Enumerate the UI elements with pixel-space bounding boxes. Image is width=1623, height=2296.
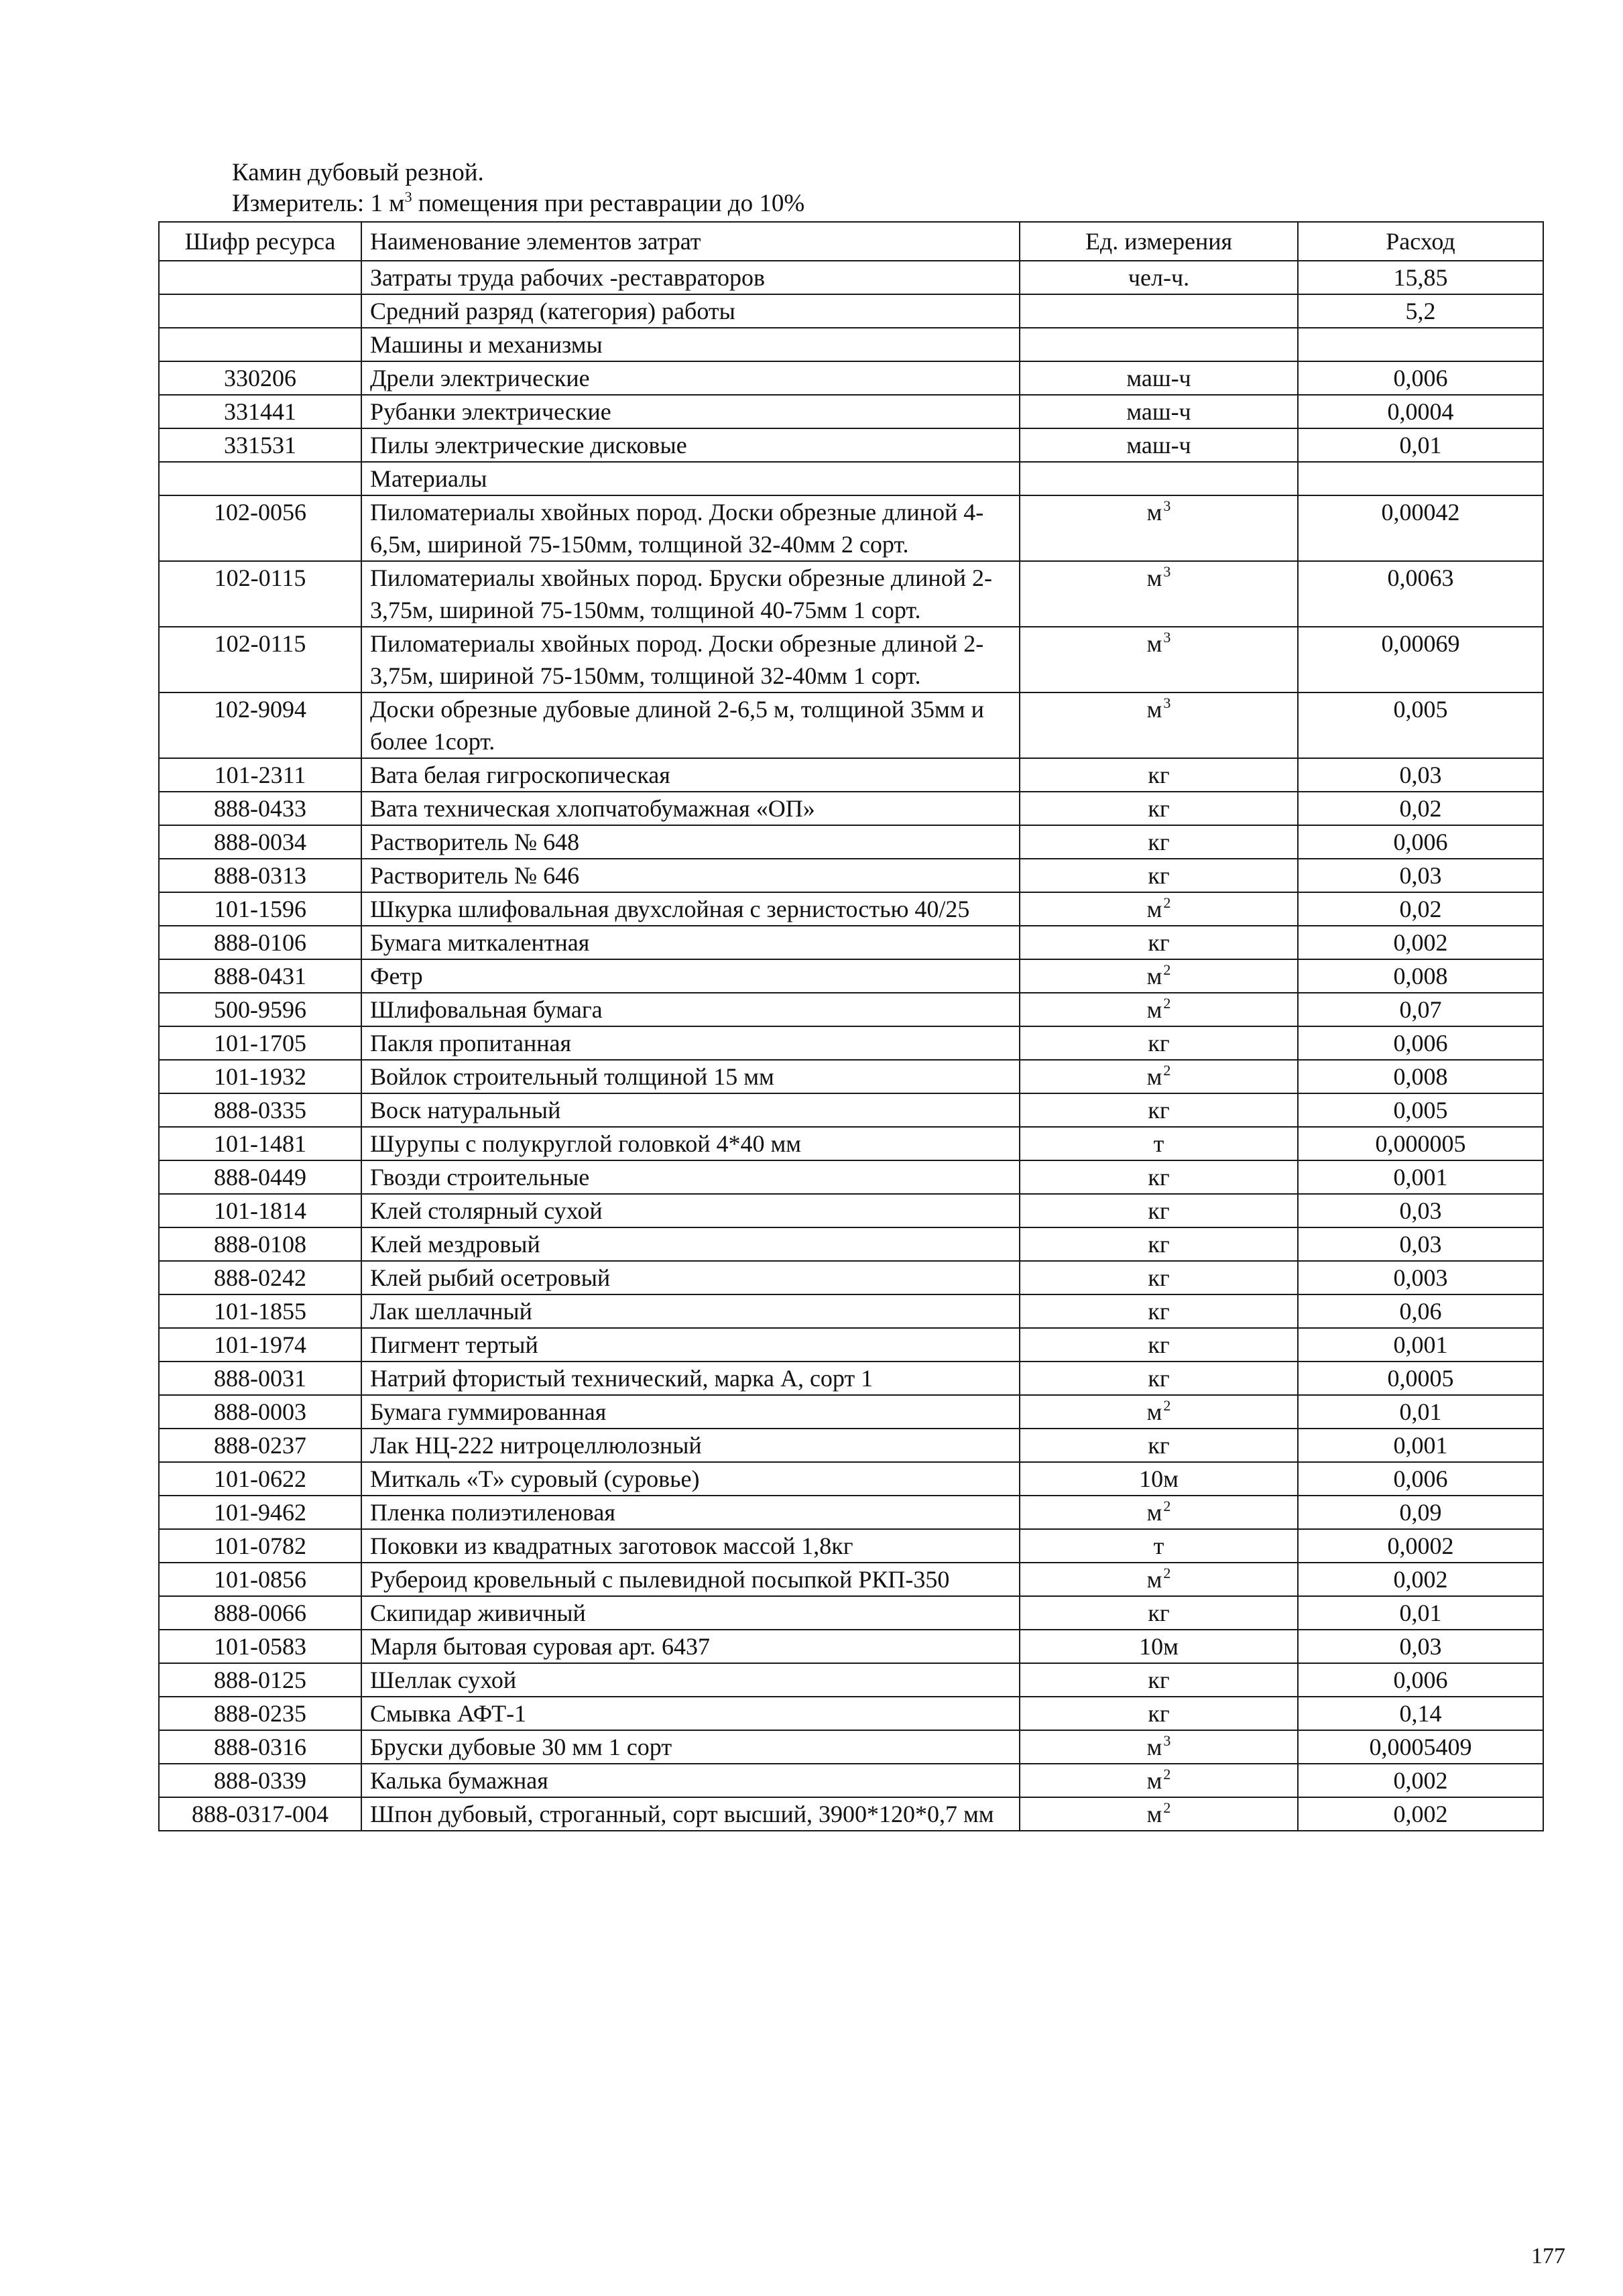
measure-unit-prefix: Измеритель: 1 м	[232, 190, 405, 217]
cell-quantity: 0,00069	[1298, 627, 1543, 692]
cell-quantity	[1298, 328, 1543, 361]
cell-quantity: 0,09	[1298, 1496, 1543, 1529]
cell-resource-name: Растворитель № 648	[361, 825, 1020, 859]
cell-resource-code: 330206	[159, 361, 361, 395]
cell-resource-name: Затраты труда рабочих -реставраторов	[361, 261, 1020, 294]
table-row	[159, 261, 1543, 294]
cell-unit	[1020, 758, 1298, 792]
cell-resource-code: 888-0316	[159, 1730, 361, 1764]
unit-superscript: 2	[1163, 1062, 1171, 1079]
cell-resource-code: 888-0106	[159, 926, 361, 959]
cell-resource-code: 102-9094	[159, 692, 361, 758]
cell-unit	[1020, 428, 1298, 462]
measure-unit-line	[232, 189, 804, 219]
cell-quantity: 0,03	[1298, 1194, 1543, 1227]
cell-unit	[1020, 1462, 1298, 1496]
unit-text: м	[1146, 696, 1162, 723]
cell-resource-code: 101-9462	[159, 1496, 361, 1529]
unit-text: кг	[1148, 1331, 1170, 1358]
cell-resource-name: Пакля пропитанная	[361, 1026, 1020, 1060]
table-row	[159, 1362, 1543, 1395]
cell-resource-code: 888-0449	[159, 1160, 361, 1194]
cell-quantity: 0,008	[1298, 1060, 1543, 1093]
cell-resource-code: 331531	[159, 428, 361, 462]
cell-resource-code: 888-0108	[159, 1227, 361, 1261]
cell-resource-code	[159, 294, 361, 328]
cell-resource-code: 888-0242	[159, 1261, 361, 1294]
cell-unit	[1020, 959, 1298, 993]
table-row	[159, 1261, 1543, 1294]
cell-resource-code	[159, 261, 361, 294]
cell-quantity: 0,00042	[1298, 495, 1543, 561]
cell-resource-code: 101-1855	[159, 1294, 361, 1328]
table-row	[159, 1462, 1543, 1496]
cell-unit	[1020, 395, 1298, 428]
cell-resource-name: Шеллак сухой	[361, 1663, 1020, 1697]
cell-resource-name: Марля бытовая суровая арт. 6437	[361, 1630, 1020, 1663]
table-row	[159, 1328, 1543, 1362]
cell-resource-name: Лак НЦ-222 нитроцеллюлозный	[361, 1429, 1020, 1462]
unit-text: кг	[1148, 1700, 1170, 1727]
cell-resource-name: Натрий фтористый технический, марка А, сорт 1	[361, 1362, 1020, 1395]
table-row	[159, 959, 1543, 993]
column-header-unit: Ед. измерения	[1020, 222, 1298, 261]
cell-resource-name: Клей столярный сухой	[361, 1194, 1020, 1227]
cell-resource-code: 888-0125	[159, 1663, 361, 1697]
unit-text: кг	[1148, 829, 1170, 855]
unit-superscript: 3	[1163, 694, 1171, 711]
table-row	[159, 692, 1543, 758]
cell-resource-name: Пилы электрические дисковые	[361, 428, 1020, 462]
unit-text: т	[1153, 1130, 1164, 1157]
cell-unit	[1020, 1328, 1298, 1362]
table-row	[159, 1663, 1543, 1697]
cell-resource-code: 101-0622	[159, 1462, 361, 1496]
cell-resource-name: Шурупы с полукруглой головкой 4*40 мм	[361, 1127, 1020, 1160]
unit-superscript: 2	[1163, 1565, 1171, 1581]
cell-quantity: 0,006	[1298, 361, 1543, 395]
cell-resource-name: Вата белая гигроскопическая	[361, 758, 1020, 792]
cell-resource-name: Пигмент тертый	[361, 1328, 1020, 1362]
cell-quantity: 0,03	[1298, 758, 1543, 792]
cell-resource-code: 101-0856	[159, 1563, 361, 1596]
unit-text: м	[1146, 1734, 1162, 1760]
cell-unit	[1020, 1630, 1298, 1663]
cell-resource-name: Рубероид кровельный с пылевидной посыпкой РКП-350	[361, 1563, 1020, 1596]
cell-resource-name: Бумага гуммированная	[361, 1395, 1020, 1429]
cell-resource-name: Клей рыбий осетровый	[361, 1261, 1020, 1294]
table-row	[159, 361, 1543, 395]
cell-unit	[1020, 1529, 1298, 1563]
cell-quantity: 0,002	[1298, 1797, 1543, 1831]
cell-unit	[1020, 495, 1298, 561]
cell-unit	[1020, 1026, 1298, 1060]
cell-quantity: 0,0063	[1298, 561, 1543, 627]
unit-text: м	[1146, 564, 1162, 591]
cell-quantity: 0,03	[1298, 1227, 1543, 1261]
unit-text: кг	[1148, 795, 1170, 822]
cell-unit	[1020, 1294, 1298, 1328]
cell-resource-code: 101-1814	[159, 1194, 361, 1227]
table-row	[159, 428, 1543, 462]
cell-resource-name: Смывка АФТ-1	[361, 1697, 1020, 1730]
cell-resource-code: 888-0339	[159, 1764, 361, 1797]
cell-resource-code: 888-0317-004	[159, 1797, 361, 1831]
table-row	[159, 792, 1543, 825]
unit-text: м	[1146, 1801, 1162, 1827]
unit-text: маш-ч	[1126, 398, 1191, 425]
unit-superscript: 2	[1163, 1397, 1171, 1414]
cell-resource-name: Клей мездровый	[361, 1227, 1020, 1261]
unit-text: кг	[1148, 1030, 1170, 1056]
table-row	[159, 859, 1543, 892]
cell-resource-code: 888-0031	[159, 1362, 361, 1395]
unit-text: м	[1146, 1499, 1162, 1526]
table-row	[159, 1294, 1543, 1328]
cell-quantity: 0,02	[1298, 792, 1543, 825]
cell-quantity: 0,0005409	[1298, 1730, 1543, 1764]
cell-resource-code: 888-0235	[159, 1697, 361, 1730]
table-row	[159, 1764, 1543, 1797]
table-row	[159, 294, 1543, 328]
table-row	[159, 1429, 1543, 1462]
cell-quantity: 0,002	[1298, 926, 1543, 959]
cell-quantity: 0,0004	[1298, 395, 1543, 428]
cell-resource-code: 101-1705	[159, 1026, 361, 1060]
cell-unit	[1020, 1496, 1298, 1529]
cell-quantity: 0,005	[1298, 1093, 1543, 1127]
cell-resource-name: Пленка полиэтиленовая	[361, 1496, 1020, 1529]
cell-unit	[1020, 294, 1298, 328]
unit-text: м	[1146, 896, 1162, 922]
cell-resource-name: Материалы	[361, 462, 1020, 495]
table-row	[159, 1797, 1543, 1831]
cell-quantity: 0,03	[1298, 1630, 1543, 1663]
cell-unit	[1020, 1227, 1298, 1261]
table-row	[159, 1026, 1543, 1060]
document-title: Камин дубовый резной.	[232, 159, 484, 186]
unit-text: кг	[1148, 1599, 1170, 1626]
table-row	[159, 1395, 1543, 1429]
cell-unit	[1020, 859, 1298, 892]
cell-quantity: 5,2	[1298, 294, 1543, 328]
unit-text: м	[1146, 1566, 1162, 1593]
table-row	[159, 1630, 1543, 1663]
cell-quantity: 0,003	[1298, 1261, 1543, 1294]
cell-quantity: 0,006	[1298, 1663, 1543, 1697]
cell-resource-code: 101-1974	[159, 1328, 361, 1362]
cell-resource-code	[159, 328, 361, 361]
cell-resource-code: 888-0313	[159, 859, 361, 892]
cell-quantity: 0,006	[1298, 1026, 1543, 1060]
cell-resource-name: Шлифовальная бумага	[361, 993, 1020, 1026]
measure-unit-suffix: помещения при реставрации до 10%	[412, 190, 805, 217]
cell-unit	[1020, 1797, 1298, 1831]
cell-unit	[1020, 1194, 1298, 1227]
cell-quantity: 0,01	[1298, 428, 1543, 462]
cell-resource-name: Бруски дубовые 30 мм 1 сорт	[361, 1730, 1020, 1764]
cell-unit	[1020, 627, 1298, 692]
cell-quantity: 0,07	[1298, 993, 1543, 1026]
unit-text: кг	[1148, 1231, 1170, 1258]
table-row	[159, 1596, 1543, 1630]
cell-quantity	[1298, 462, 1543, 495]
unit-superscript: 3	[1163, 1732, 1171, 1749]
cell-resource-code: 101-0782	[159, 1529, 361, 1563]
cell-unit	[1020, 993, 1298, 1026]
column-header-code: Шифр ресурса	[159, 222, 361, 261]
unit-superscript: 2	[1163, 1766, 1171, 1783]
unit-text: кг	[1148, 762, 1170, 788]
cell-resource-name: Вата техническая хлопчатобумажная «ОП»	[361, 792, 1020, 825]
table-body	[159, 261, 1543, 1831]
resource-table	[158, 221, 1544, 1831]
cell-unit	[1020, 792, 1298, 825]
cell-unit	[1020, 926, 1298, 959]
table-row	[159, 1194, 1543, 1227]
table-row	[159, 495, 1543, 561]
table-row	[159, 1529, 1543, 1563]
cell-resource-code: 331441	[159, 395, 361, 428]
cell-resource-name: Гвозди строительные	[361, 1160, 1020, 1194]
unit-superscript: 3	[1163, 563, 1171, 580]
cell-resource-code: 500-9596	[159, 993, 361, 1026]
unit-text: м	[1146, 1398, 1162, 1425]
table-row	[159, 328, 1543, 361]
cell-unit	[1020, 1395, 1298, 1429]
unit-text: кг	[1148, 1667, 1170, 1693]
unit-superscript: 2	[1163, 1498, 1171, 1514]
cell-resource-name: Войлок строительный толщиной 15 мм	[361, 1060, 1020, 1093]
cell-unit	[1020, 1261, 1298, 1294]
table-row	[159, 1093, 1543, 1127]
table-header-row	[159, 222, 1543, 261]
cell-quantity: 0,01	[1298, 1596, 1543, 1630]
cell-unit	[1020, 462, 1298, 495]
cell-quantity: 0,01	[1298, 1395, 1543, 1429]
cell-unit	[1020, 1160, 1298, 1194]
unit-text: кг	[1148, 862, 1170, 889]
cell-quantity: 0,006	[1298, 825, 1543, 859]
cell-quantity: 0,002	[1298, 1563, 1543, 1596]
cell-resource-code	[159, 462, 361, 495]
unit-superscript: 3	[1163, 629, 1171, 646]
table-row	[159, 395, 1543, 428]
unit-text: кг	[1148, 929, 1170, 956]
cell-quantity: 0,001	[1298, 1429, 1543, 1462]
cell-resource-code: 102-0115	[159, 561, 361, 627]
cell-unit	[1020, 1429, 1298, 1462]
cell-quantity: 0,006	[1298, 1462, 1543, 1496]
cell-unit	[1020, 1730, 1298, 1764]
cell-resource-name: Бумага миткалентная	[361, 926, 1020, 959]
table-row	[159, 561, 1543, 627]
unit-superscript: 2	[1163, 995, 1171, 1012]
table-row	[159, 1496, 1543, 1529]
unit-text: кг	[1148, 1432, 1170, 1459]
cell-resource-name: Доски обрезные дубовые длиной 2-6,5 м, толщиной 35мм и более 1сорт.	[361, 692, 1020, 758]
unit-superscript: 2	[1163, 894, 1171, 911]
cell-quantity: 0,001	[1298, 1160, 1543, 1194]
table-row	[159, 462, 1543, 495]
unit-text: кг	[1148, 1264, 1170, 1291]
cell-resource-code: 888-0066	[159, 1596, 361, 1630]
table-row	[159, 1730, 1543, 1764]
cell-unit	[1020, 1596, 1298, 1630]
cell-quantity: 0,001	[1298, 1328, 1543, 1362]
unit-text: кг	[1148, 1298, 1170, 1325]
cell-quantity: 0,06	[1298, 1294, 1543, 1328]
table-row	[159, 758, 1543, 792]
cell-resource-code: 101-2311	[159, 758, 361, 792]
cell-resource-name: Средний разряд (категория) работы	[361, 294, 1020, 328]
cell-quantity: 0,008	[1298, 959, 1543, 993]
unit-text: маш-ч	[1126, 365, 1191, 391]
cell-quantity: 0,0002	[1298, 1529, 1543, 1563]
table-row	[159, 1127, 1543, 1160]
cell-unit	[1020, 561, 1298, 627]
cell-quantity: 0,03	[1298, 859, 1543, 892]
cell-resource-code: 101-1481	[159, 1127, 361, 1160]
unit-text: маш-ч	[1126, 432, 1191, 459]
unit-text: т	[1153, 1532, 1164, 1559]
cell-resource-code: 888-0003	[159, 1395, 361, 1429]
unit-superscript: 3	[1163, 497, 1171, 514]
unit-text: м	[1146, 1063, 1162, 1090]
cell-resource-name: Воск натуральный	[361, 1093, 1020, 1127]
table-row	[159, 1160, 1543, 1194]
cell-unit	[1020, 261, 1298, 294]
cell-unit	[1020, 361, 1298, 395]
cell-resource-name: Поковки из квадратных заготовок массой 1,8кг	[361, 1529, 1020, 1563]
table-row	[159, 627, 1543, 692]
cell-resource-code: 102-0056	[159, 495, 361, 561]
cell-resource-name: Миткаль «Т» суровый (суровье)	[361, 1462, 1020, 1496]
unit-text: кг	[1148, 1164, 1170, 1191]
table-row	[159, 825, 1543, 859]
unit-superscript: 2	[1163, 961, 1171, 978]
cell-resource-name: Шкурка шлифовальная двухслойная с зернистостью 40/25	[361, 892, 1020, 926]
cell-resource-code: 888-0237	[159, 1429, 361, 1462]
cell-resource-code: 888-0034	[159, 825, 361, 859]
cell-resource-code: 888-0335	[159, 1093, 361, 1127]
cell-unit	[1020, 1663, 1298, 1697]
unit-superscript: 2	[1163, 1799, 1171, 1816]
cell-resource-code: 101-0583	[159, 1630, 361, 1663]
cell-resource-name: Рубанки электрические	[361, 395, 1020, 428]
unit-text: м	[1146, 996, 1162, 1023]
cell-quantity: 0,002	[1298, 1764, 1543, 1797]
cell-resource-name: Лак шеллачный	[361, 1294, 1020, 1328]
cell-unit	[1020, 1362, 1298, 1395]
cell-quantity: 0,000005	[1298, 1127, 1543, 1160]
cell-resource-name: Фетр	[361, 959, 1020, 993]
cell-quantity: 0,005	[1298, 692, 1543, 758]
cell-unit	[1020, 328, 1298, 361]
cell-unit	[1020, 1093, 1298, 1127]
cell-resource-name: Скипидар живичный	[361, 1596, 1020, 1630]
unit-text: чел-ч.	[1128, 264, 1190, 291]
cell-quantity: 15,85	[1298, 261, 1543, 294]
cell-resource-name: Калька бумажная	[361, 1764, 1020, 1797]
unit-text: м	[1146, 963, 1162, 989]
cell-unit	[1020, 1563, 1298, 1596]
cell-quantity: 0,02	[1298, 892, 1543, 926]
cell-resource-name: Шпон дубовый, строганный, сорт высший, 3900*120*0,7 мм	[361, 1797, 1020, 1831]
column-header-name: Наименование элементов затрат	[361, 222, 1020, 261]
table-row	[159, 926, 1543, 959]
table-row	[159, 1060, 1543, 1093]
cell-unit	[1020, 825, 1298, 859]
measure-unit-superscript: 3	[404, 188, 412, 205]
cell-unit	[1020, 1060, 1298, 1093]
cell-unit	[1020, 892, 1298, 926]
cell-resource-code: 101-1596	[159, 892, 361, 926]
cell-resource-name: Дрели электрические	[361, 361, 1020, 395]
cell-unit	[1020, 692, 1298, 758]
cell-resource-name: Пиломатериалы хвойных пород. Доски обрезные длиной 2-3,75м, шириной 75-150мм, толщиной 32-40мм 1 сорт.	[361, 627, 1020, 692]
table-row	[159, 892, 1543, 926]
cell-unit	[1020, 1127, 1298, 1160]
unit-text: 10м	[1139, 1633, 1179, 1660]
cell-resource-name: Машины и механизмы	[361, 328, 1020, 361]
table-row	[159, 993, 1543, 1026]
unit-text: кг	[1148, 1197, 1170, 1224]
unit-text: 10м	[1139, 1465, 1179, 1492]
cell-resource-code: 888-0433	[159, 792, 361, 825]
table-row	[159, 1697, 1543, 1730]
cell-resource-code: 888-0431	[159, 959, 361, 993]
cell-resource-name: Пиломатериалы хвойных пород. Бруски обрезные длиной 2-3,75м, шириной 75-150мм, толщиной 40-75мм 1 сорт.	[361, 561, 1020, 627]
cell-resource-code: 101-1932	[159, 1060, 361, 1093]
cell-quantity: 0,14	[1298, 1697, 1543, 1730]
unit-text: кг	[1148, 1365, 1170, 1392]
cell-unit	[1020, 1764, 1298, 1797]
cell-unit	[1020, 1697, 1298, 1730]
table-row	[159, 1227, 1543, 1261]
cell-resource-name: Растворитель № 646	[361, 859, 1020, 892]
cell-resource-code: 102-0115	[159, 627, 361, 692]
cell-resource-name: Пиломатериалы хвойных пород. Доски обрезные длиной 4-6,5м, шириной 75-150мм, толщиной 32-40мм 2 сорт.	[361, 495, 1020, 561]
unit-text: кг	[1148, 1097, 1170, 1124]
unit-text: м	[1146, 630, 1162, 657]
unit-text: м	[1146, 499, 1162, 526]
page-number: 177	[1531, 2244, 1565, 2269]
column-header-qty: Расход	[1298, 222, 1543, 261]
unit-text: м	[1146, 1767, 1162, 1794]
cell-quantity: 0,0005	[1298, 1362, 1543, 1395]
table-row	[159, 1563, 1543, 1596]
